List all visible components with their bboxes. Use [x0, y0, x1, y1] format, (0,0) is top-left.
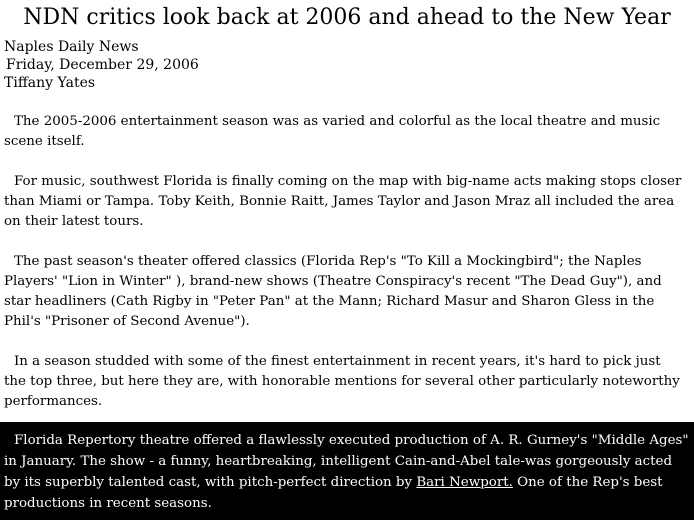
highlight-text-before: Florida Repertory theatre offered a flawlessly executed production of A. R. Gurney's "Middle Ages" in January. The show - a funny, heartbreaking, intelligent Cain-and-Abel tale-was gorgeously acted by its superbly talented cast, with pitch-perfect direction by [4, 433, 689, 490]
publication-date: Friday, December 29, 2006 [6, 57, 199, 73]
highlighted-paragraph [4, 430, 690, 514]
highlight-text-after: One of the Rep's best productions in recent seasons. [4, 475, 663, 511]
headline: NDN critics look back at 2006 and ahead to the New Year [23, 5, 671, 30]
director-link[interactable]: Bari Newport. [416, 475, 513, 490]
byline [4, 38, 199, 92]
highlighted-paragraph-block [0, 422, 694, 520]
article-paragraph: The past season's theater offered classics (Florida Rep's "To Kill a Mockingbird"; the Naples Players' "Lion in Winter" ), brand-new shows (Theatre Conspiracy's recent "The Dead Guy"), and star headliners (Cath Rigby in "Peter Pan" at the Mann; Richard Masur and Sharon Gless in the Phil's "Prisoner of Second Avenue"). [4, 254, 662, 329]
article-body [4, 112, 686, 432]
article-paragraph: In a season studded with some of the finest entertainment in recent years, it's hard to pick just the top three, but here they are, with honorable mentions for several other particularly noteworthy performances. [4, 354, 680, 409]
publication-name: Naples Daily News [4, 39, 139, 55]
author-name: Tiffany Yates [4, 75, 96, 91]
article-paragraph: The 2005-2006 entertainment season was as varied and colorful as the local theatre and music scene itself. [4, 114, 661, 149]
article-paragraph: For music, southwest Florida is finally coming on the map with big-name acts making stops closer than Miami or Tampa. Toby Keith, Bonnie Raitt, James Taylor and Jason Mraz all included the area on their latest tours. [4, 174, 682, 229]
